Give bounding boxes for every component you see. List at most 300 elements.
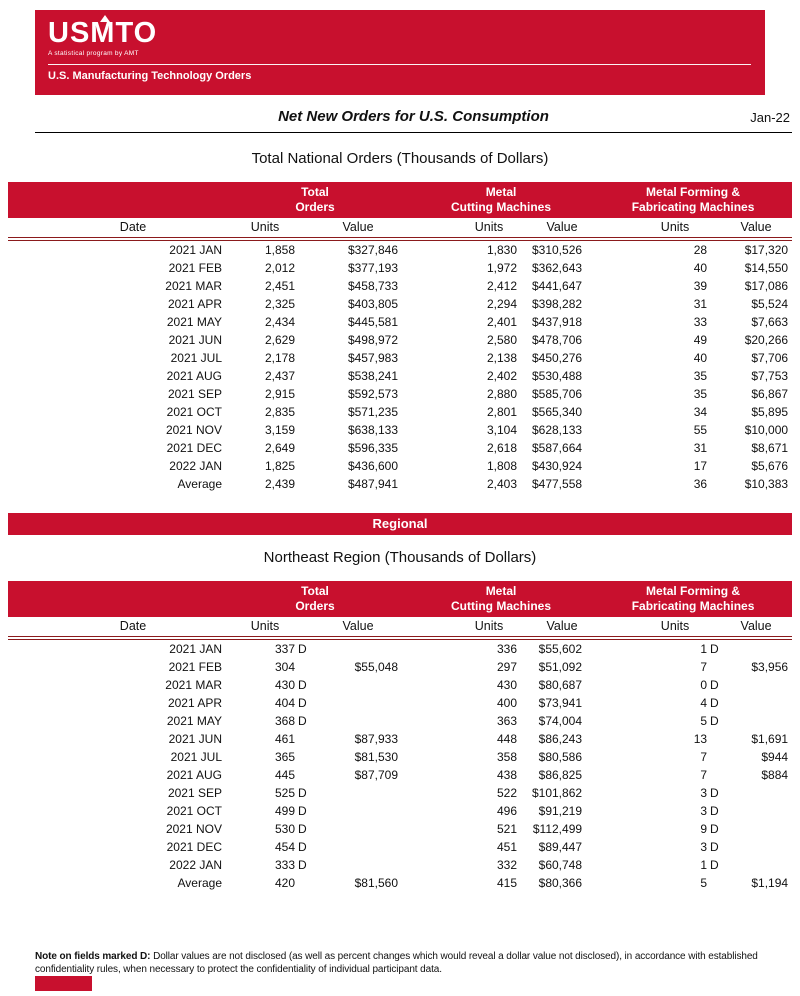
column-header-spacer — [594, 617, 630, 638]
cell-spacer — [408, 748, 448, 766]
title-bar — [35, 108, 792, 133]
footer-red-mark — [35, 976, 92, 991]
cell-spacer — [594, 439, 630, 457]
cell-spacer — [594, 259, 630, 277]
cell-value-total-orders — [308, 856, 408, 874]
group-header-metal-cutting — [408, 182, 594, 218]
cell-units-metal-forming: 5 — [700, 876, 708, 890]
cell-value-metal-forming — [720, 784, 792, 802]
cell-units-metal-forming: 40 — [693, 261, 708, 275]
cell-value-metal-forming — [720, 802, 792, 820]
column-header-date: Date — [8, 218, 222, 239]
cell-spacer — [408, 658, 448, 676]
cell-spacer — [408, 277, 448, 295]
column-header-units: Units — [630, 218, 720, 239]
northeast-section-title: Northeast Region (Thousands of Dollars) — [263, 549, 537, 566]
group-label-line2: Cutting Machines — [451, 200, 552, 214]
cell-value-metal-cutting: $437,918 — [531, 315, 583, 329]
cell-units-metal-forming: 55 — [693, 423, 708, 437]
usmto-arrow-icon — [100, 15, 110, 22]
cell-units-total-orders: 333 D — [274, 858, 307, 872]
cell-value-metal-cutting: $89,447 — [538, 840, 583, 854]
cell-value-metal-cutting: $91,219 — [538, 804, 583, 818]
cell-date: 2021 FEB — [168, 660, 222, 674]
cell-value-total-orders — [308, 712, 408, 730]
cell-value-metal-cutting: $430,924 — [531, 459, 583, 473]
cell-spacer — [594, 638, 630, 658]
cell-value-metal-cutting: $362,643 — [531, 261, 583, 275]
confidentiality-note — [35, 950, 775, 976]
cell-units-metal-cutting: 2,880 — [486, 387, 518, 401]
cell-spacer — [594, 694, 630, 712]
disclosure-flag: D — [710, 804, 719, 818]
cell-units-total-orders: 337 D — [274, 642, 307, 656]
cell-units-total-orders: 530 D — [274, 822, 307, 836]
cell-value-metal-forming: $20,266 — [744, 333, 789, 347]
brand-header-band — [35, 10, 765, 95]
cell-units-metal-cutting: 522 — [496, 786, 518, 800]
group-header-row — [8, 182, 792, 218]
cell-units-metal-cutting: 358 — [496, 750, 518, 764]
cell-date: 2021 MAY — [166, 315, 222, 329]
brand-divider — [48, 64, 751, 65]
group-header-row — [8, 581, 792, 617]
cell-value-total-orders — [308, 784, 408, 802]
column-header-spacer — [408, 617, 448, 638]
cell-units-metal-cutting: 2,801 — [486, 405, 518, 419]
cell-units-total-orders: 430 D — [274, 678, 307, 692]
column-header-units: Units — [448, 218, 530, 239]
table-row — [8, 475, 792, 493]
column-header-value: Value — [720, 218, 792, 239]
cell-value-total-orders: $55,048 — [354, 660, 399, 674]
table-row — [8, 367, 792, 385]
cell-units-metal-forming: 1 D — [700, 642, 719, 656]
disclosure-flag: D — [710, 822, 719, 836]
table-row — [8, 403, 792, 421]
cell-units-total-orders: 2,439 — [264, 477, 295, 491]
cell-date: 2021 JAN — [169, 243, 222, 257]
cell-spacer — [594, 838, 630, 856]
cell-spacer — [408, 820, 448, 838]
cell-spacer — [408, 439, 448, 457]
cell-units-metal-cutting: 521 — [496, 822, 518, 836]
table-row — [8, 820, 792, 838]
group-label-line2: Orders — [295, 599, 335, 613]
cell-date: 2021 JUN — [168, 333, 222, 347]
brand-tagline: A statistical program by AMT — [48, 50, 139, 57]
column-header-value: Value — [530, 617, 594, 638]
cell-value-metal-forming: $7,753 — [751, 369, 789, 383]
cell-date: 2021 SEP — [167, 387, 222, 401]
disclosure-flag: D — [298, 786, 307, 800]
cell-spacer — [594, 784, 630, 802]
table-row — [8, 838, 792, 856]
cell-units-metal-forming: 13 — [693, 732, 708, 746]
cell-units-metal-forming: 1 D — [700, 858, 719, 872]
cell-date: 2021 MAY — [166, 714, 222, 728]
cell-value-metal-cutting: $55,602 — [538, 642, 583, 656]
cell-units-metal-forming: 35 — [693, 369, 708, 383]
cell-value-metal-cutting: $628,133 — [531, 423, 583, 437]
cell-spacer — [408, 638, 448, 658]
column-header-spacer — [594, 218, 630, 239]
cell-units-metal-cutting: 2,412 — [486, 279, 518, 293]
cell-spacer — [408, 239, 448, 259]
cell-value-metal-cutting: $478,706 — [531, 333, 583, 347]
cell-units-metal-forming: 4 D — [700, 696, 719, 710]
group-header-metal-cutting — [408, 581, 594, 617]
column-header-value: Value — [530, 218, 594, 239]
group-header-spacer — [8, 581, 222, 617]
group-header-metal-forming — [594, 182, 792, 218]
cell-spacer — [594, 367, 630, 385]
cell-units-total-orders: 2,915 — [264, 387, 295, 401]
cell-value-metal-forming — [720, 676, 792, 694]
column-header-units: Units — [222, 218, 308, 239]
column-header-date: Date — [8, 617, 222, 638]
cell-spacer — [408, 784, 448, 802]
table-row — [8, 676, 792, 694]
cell-date: 2021 AUG — [166, 369, 222, 383]
cell-units-metal-cutting: 363 — [496, 714, 518, 728]
disclosure-flag: D — [710, 678, 719, 692]
cell-value-metal-forming: $884 — [761, 768, 789, 782]
cell-units-total-orders: 420 — [274, 876, 295, 890]
cell-spacer — [594, 712, 630, 730]
disclosure-flag: D — [298, 714, 307, 728]
cell-spacer — [408, 331, 448, 349]
disclosure-flag: D — [710, 858, 719, 872]
table-row — [8, 658, 792, 676]
group-label-line1: Total — [301, 185, 329, 199]
cell-units-metal-cutting: 451 — [496, 840, 518, 854]
cell-value-total-orders — [308, 694, 408, 712]
cell-value-total-orders: $87,709 — [354, 768, 399, 782]
disclosure-flag: D — [710, 786, 719, 800]
cell-units-metal-forming: 49 — [693, 333, 708, 347]
cell-units-metal-forming: 31 — [693, 297, 708, 311]
disclosure-flag: D — [298, 858, 307, 872]
cell-value-metal-cutting: $112,499 — [532, 822, 583, 836]
table-row — [8, 802, 792, 820]
cell-units-metal-forming: 33 — [693, 315, 708, 329]
cell-value-metal-cutting: $450,276 — [531, 351, 583, 365]
table-row — [8, 874, 792, 892]
cell-units-metal-forming: 7 — [700, 660, 708, 674]
cell-value-total-orders: $538,241 — [347, 369, 399, 383]
cell-value-total-orders: $445,581 — [347, 315, 399, 329]
cell-units-metal-cutting: 336 — [496, 642, 518, 656]
cell-spacer — [408, 874, 448, 892]
cell-value-metal-forming: $10,383 — [744, 477, 789, 491]
cell-value-metal-cutting: $60,748 — [538, 858, 583, 872]
group-label-line2: Fabricating Machines — [631, 599, 755, 613]
cell-value-total-orders: $571,235 — [347, 405, 399, 419]
cell-value-metal-forming: $17,320 — [744, 243, 789, 257]
cell-value-metal-forming: $5,676 — [751, 459, 789, 473]
cell-value-metal-cutting: $74,004 — [538, 714, 583, 728]
cell-spacer — [408, 802, 448, 820]
cell-units-total-orders: 461 — [274, 732, 295, 746]
table-row — [8, 457, 792, 475]
disclosure-flag: D — [710, 714, 719, 728]
group-label-line1: Metal Forming & — [646, 584, 741, 598]
disclosure-flag: D — [298, 840, 307, 854]
cell-spacer — [408, 367, 448, 385]
cell-units-metal-cutting: 2,618 — [486, 441, 518, 455]
cell-date: 2021 AUG — [166, 768, 222, 782]
table-row — [8, 748, 792, 766]
cell-units-metal-cutting: 415 — [496, 876, 518, 890]
group-header-total-orders — [222, 182, 408, 218]
cell-value-total-orders — [308, 838, 408, 856]
cell-units-total-orders: 525 D — [274, 786, 307, 800]
cell-units-total-orders: 1,858 — [264, 243, 295, 257]
cell-spacer — [408, 259, 448, 277]
cell-spacer — [408, 694, 448, 712]
cell-spacer — [594, 748, 630, 766]
cell-spacer — [594, 295, 630, 313]
disclosure-flag: D — [710, 696, 719, 710]
group-label-line2: Orders — [295, 200, 335, 214]
cell-date: 2021 NOV — [165, 822, 222, 836]
brand-subtitle: U.S. Manufacturing Technology Orders — [48, 70, 252, 82]
cell-units-total-orders: 2,434 — [264, 315, 295, 329]
cell-units-metal-cutting: 2,580 — [486, 333, 518, 347]
cell-units-metal-forming: 0 D — [700, 678, 719, 692]
cell-value-total-orders: $81,530 — [354, 750, 399, 764]
column-header-units: Units — [630, 617, 720, 638]
cell-units-total-orders: 2,325 — [264, 297, 295, 311]
document-title: Net New Orders for U.S. Consumption — [278, 108, 549, 125]
cell-value-total-orders: $403,805 — [347, 297, 399, 311]
group-header-total-orders — [222, 581, 408, 617]
cell-units-metal-forming: 28 — [693, 243, 708, 257]
cell-units-metal-forming: 35 — [693, 387, 708, 401]
cell-value-total-orders: $592,573 — [347, 387, 399, 401]
cell-units-total-orders: 499 D — [274, 804, 307, 818]
cell-spacer — [594, 385, 630, 403]
table-row — [8, 694, 792, 712]
cell-units-total-orders: 454 D — [274, 840, 307, 854]
disclosure-flag: D — [298, 642, 307, 656]
cell-units-metal-cutting: 332 — [496, 858, 518, 872]
cell-value-total-orders: $498,972 — [347, 333, 399, 347]
cell-units-metal-cutting: 1,830 — [486, 243, 518, 257]
cell-units-metal-forming: 39 — [693, 279, 708, 293]
cell-units-total-orders: 2,835 — [264, 405, 295, 419]
table-row — [8, 313, 792, 331]
cell-units-metal-cutting: 2,403 — [486, 477, 518, 491]
national-orders-table — [8, 182, 792, 493]
table-row — [8, 349, 792, 367]
disclosure-flag: D — [710, 840, 719, 854]
cell-date: 2021 NOV — [165, 423, 222, 437]
cell-value-metal-forming: $10,000 — [744, 423, 789, 437]
report-page — [0, 10, 800, 996]
cell-spacer — [594, 349, 630, 367]
group-label-line1: Metal — [485, 185, 517, 199]
table-row — [8, 712, 792, 730]
cell-value-metal-forming: $3,956 — [751, 660, 789, 674]
cell-spacer — [408, 313, 448, 331]
cell-units-metal-cutting: 2,138 — [486, 351, 518, 365]
cell-value-total-orders: $458,733 — [347, 279, 399, 293]
cell-value-metal-cutting: $477,558 — [531, 477, 583, 491]
table-row — [8, 421, 792, 439]
cell-spacer — [408, 295, 448, 313]
cell-spacer — [408, 403, 448, 421]
cell-units-metal-forming: 3 D — [700, 804, 719, 818]
cell-units-total-orders: 368 D — [274, 714, 307, 728]
cell-spacer — [594, 331, 630, 349]
cell-value-metal-cutting: $441,647 — [531, 279, 583, 293]
cell-date: 2021 JUN — [168, 732, 222, 746]
cell-units-metal-forming: 34 — [693, 405, 708, 419]
cell-units-total-orders: 2,012 — [264, 261, 295, 275]
cell-date: 2021 MAR — [165, 678, 222, 692]
cell-value-metal-forming: $944 — [761, 750, 789, 764]
cell-value-metal-forming: $5,524 — [751, 297, 789, 311]
table-row — [8, 331, 792, 349]
cell-spacer — [594, 313, 630, 331]
usmto-logo-text: USMTO — [48, 17, 158, 49]
cell-value-metal-forming — [720, 820, 792, 838]
cell-spacer — [408, 766, 448, 784]
cell-value-total-orders: $377,193 — [347, 261, 399, 275]
disclosure-flag: D — [710, 642, 719, 656]
cell-value-metal-forming — [720, 638, 792, 658]
cell-units-metal-forming: 3 D — [700, 786, 719, 800]
cell-units-metal-cutting: 297 — [496, 660, 518, 674]
cell-units-metal-cutting: 496 — [496, 804, 518, 818]
cell-units-metal-forming: 36 — [693, 477, 708, 491]
cell-spacer — [594, 676, 630, 694]
cell-value-total-orders: $436,600 — [347, 459, 399, 473]
cell-units-metal-cutting: 2,402 — [486, 369, 518, 383]
cell-spacer — [408, 712, 448, 730]
cell-units-total-orders: 2,649 — [264, 441, 295, 455]
cell-value-metal-cutting: $51,092 — [538, 660, 583, 674]
cell-value-total-orders: $87,933 — [354, 732, 399, 746]
cell-date: 2021 OCT — [166, 405, 222, 419]
cell-value-metal-cutting: $86,825 — [538, 768, 583, 782]
cell-value-total-orders: $638,133 — [347, 423, 399, 437]
report-period: Jan-22 — [750, 110, 790, 125]
cell-spacer — [594, 820, 630, 838]
cell-date: 2021 DEC — [166, 441, 222, 455]
cell-spacer — [594, 457, 630, 475]
cell-units-metal-forming: 40 — [693, 351, 708, 365]
group-header-metal-forming — [594, 581, 792, 617]
cell-date: 2021 JUL — [170, 351, 222, 365]
group-label-line2: Cutting Machines — [451, 599, 552, 613]
cell-units-metal-cutting: 2,401 — [486, 315, 518, 329]
note-body: Dollar values are not disclosed (as well as percent changes which would reveal a dollar value not disclosed), in accordance with established confidentiality rules, when necessary to protect the confidentiality of individual participant data. — [35, 951, 758, 975]
cell-units-total-orders: 2,629 — [264, 333, 295, 347]
cell-value-metal-forming: $6,867 — [751, 387, 789, 401]
cell-value-total-orders: $457,983 — [347, 351, 399, 365]
table-row — [8, 784, 792, 802]
cell-value-metal-cutting: $86,243 — [538, 732, 583, 746]
cell-units-total-orders: 2,178 — [264, 351, 295, 365]
column-header-spacer — [408, 218, 448, 239]
cell-units-metal-forming: 9 D — [700, 822, 719, 836]
table-row — [8, 277, 792, 295]
cell-value-metal-forming — [720, 856, 792, 874]
cell-value-total-orders — [308, 638, 408, 658]
cell-date: 2022 JAN — [169, 459, 222, 473]
cell-spacer — [594, 277, 630, 295]
cell-spacer — [408, 349, 448, 367]
table-row — [8, 638, 792, 658]
cell-spacer — [594, 658, 630, 676]
northeast-table-body — [8, 638, 792, 892]
cell-value-metal-forming: $17,086 — [744, 279, 789, 293]
cell-spacer — [594, 874, 630, 892]
cell-units-total-orders: 2,437 — [264, 369, 295, 383]
regional-section-banner: Regional — [8, 513, 792, 535]
cell-date: 2022 JAN — [169, 858, 222, 872]
table-row — [8, 439, 792, 457]
cell-value-metal-forming: $1,194 — [751, 876, 789, 890]
usmto-logo — [48, 19, 157, 48]
disclosure-flag: D — [298, 822, 307, 836]
group-label-line1: Metal — [485, 584, 517, 598]
group-label-line1: Metal Forming & — [646, 185, 741, 199]
cell-spacer — [594, 766, 630, 784]
cell-units-total-orders: 1,825 — [264, 459, 295, 473]
cell-value-total-orders — [308, 802, 408, 820]
table-row — [8, 856, 792, 874]
cell-units-total-orders: 445 — [274, 768, 295, 782]
cell-value-metal-cutting: $310,526 — [531, 243, 583, 257]
cell-spacer — [408, 457, 448, 475]
cell-value-metal-cutting: $101,862 — [531, 786, 583, 800]
cell-date: 2021 JAN — [169, 642, 222, 656]
cell-value-metal-cutting: $80,366 — [538, 876, 583, 890]
disclosure-flag: D — [298, 678, 307, 692]
group-header-spacer — [8, 182, 222, 218]
cell-value-metal-forming: $7,663 — [751, 315, 789, 329]
cell-units-metal-forming: 7 — [700, 750, 708, 764]
cell-units-metal-forming: 17 — [693, 459, 708, 473]
cell-value-metal-forming — [720, 694, 792, 712]
cell-date: Average — [177, 876, 222, 890]
cell-spacer — [408, 385, 448, 403]
cell-units-metal-cutting: 3,104 — [486, 423, 518, 437]
cell-units-metal-cutting: 2,294 — [486, 297, 518, 311]
cell-value-total-orders: $327,846 — [347, 243, 399, 257]
cell-value-metal-cutting: $530,488 — [531, 369, 583, 383]
column-header-row — [8, 218, 792, 239]
column-header-units: Units — [222, 617, 308, 638]
cell-value-metal-forming — [720, 712, 792, 730]
column-header-units: Units — [448, 617, 530, 638]
cell-spacer — [408, 856, 448, 874]
cell-units-total-orders: 2,451 — [264, 279, 295, 293]
cell-value-metal-cutting: $80,586 — [538, 750, 583, 764]
cell-spacer — [408, 730, 448, 748]
cell-value-metal-cutting: $73,941 — [538, 696, 583, 710]
group-label-line1: Total — [301, 584, 329, 598]
cell-value-metal-forming: $7,706 — [751, 351, 789, 365]
cell-spacer — [594, 475, 630, 493]
cell-value-total-orders: $596,335 — [347, 441, 399, 455]
cell-value-metal-forming: $8,671 — [751, 441, 789, 455]
cell-value-total-orders: $81,560 — [354, 876, 399, 890]
